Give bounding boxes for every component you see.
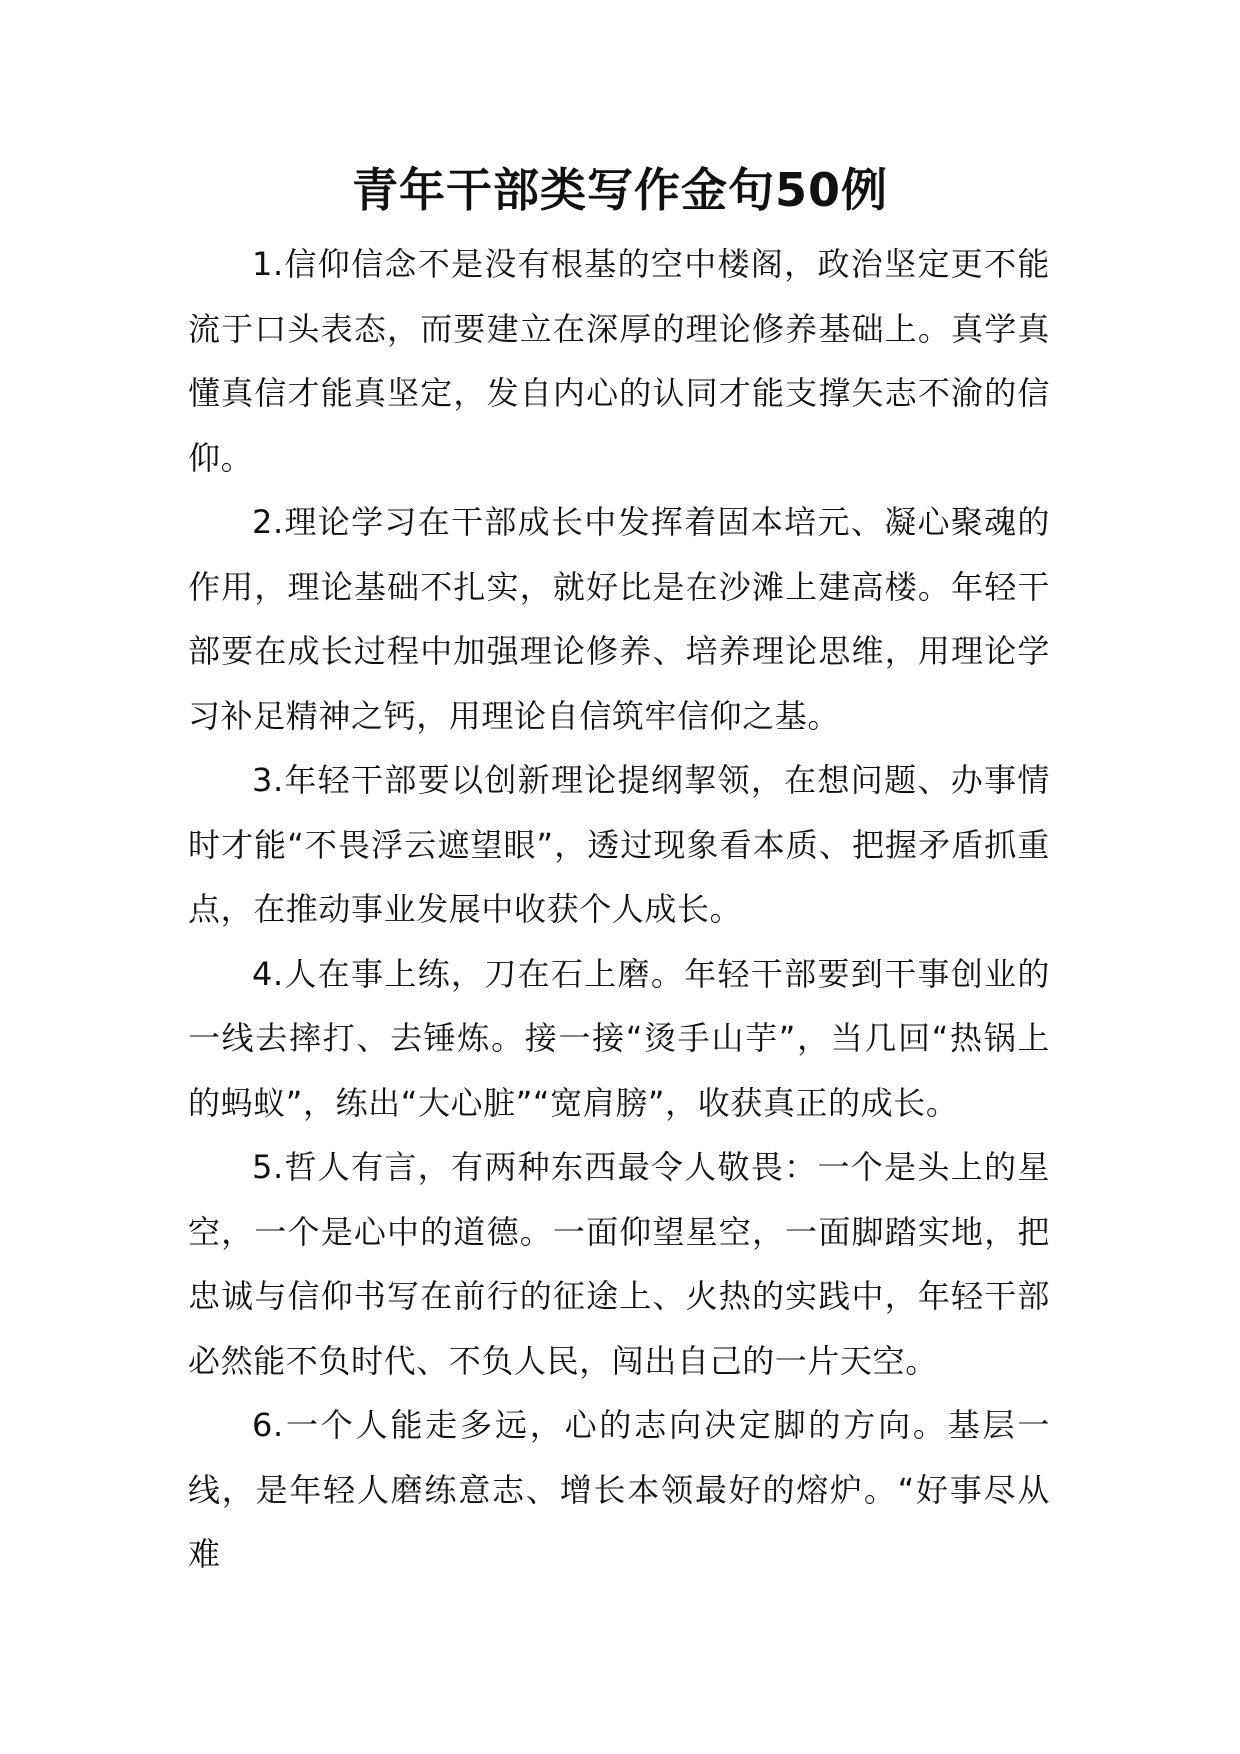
paragraph-5: 5.哲人有言，有两种东西最令人敬畏：一个是头上的星空，一个是心中的道德。一面仰望星空，一面脚踏实地，把忠诚与信仰书写在前行的征途上、火热的实践中，年轻干部必然能不负时代、不负人民，闯出自己的一片天空。 [188, 1148, 1050, 1380]
paragraph-6: 6.一个人能走多远，心的志向决定脚的方向。基层一线，是年轻人磨练意志、增长本领最好的熔炉。“好事尽从难 [188, 1406, 1050, 1573]
document-body [188, 232, 1050, 1587]
paragraph-3: 3.年轻干部要以创新理论提纲挈领，在想问题、办事情时才能“不畏浮云遮望眼”，透过现象看本质、把握矛盾抓重点，在推动事业发展中收获个人成长。 [188, 761, 1050, 928]
paragraph-4: 4.人在事上练，刀在石上磨。年轻干部要到干事创业的一线去摔打、去锤炼。接一接“烫手山芋”，当几回“热锅上的蚂蚁”，练出“大心脏”“宽肩膀”，收获真正的成长。 [188, 954, 1050, 1122]
document-title: 青年干部类写作金句50例 [351, 163, 888, 217]
paragraph-2: 2.理论学习在干部成长中发挥着固本培元、凝心聚魂的作用，理论基础不扎实，就好比是在沙滩上建高楼。年轻干部要在成长过程中加强理论修养、培养理论思维，用理论学习补足精神之钙，用理论自信筑牢信仰之基。 [188, 503, 1050, 735]
paragraph-1: 1.信仰信念不是没有根基的空中楼阁，政治坚定更不能流于口头表态，而要建立在深厚的理论修养基础上。真学真懂真信才能真坚定，发自内心的认同才能支撑矢志不渝的信仰。 [188, 245, 1050, 477]
